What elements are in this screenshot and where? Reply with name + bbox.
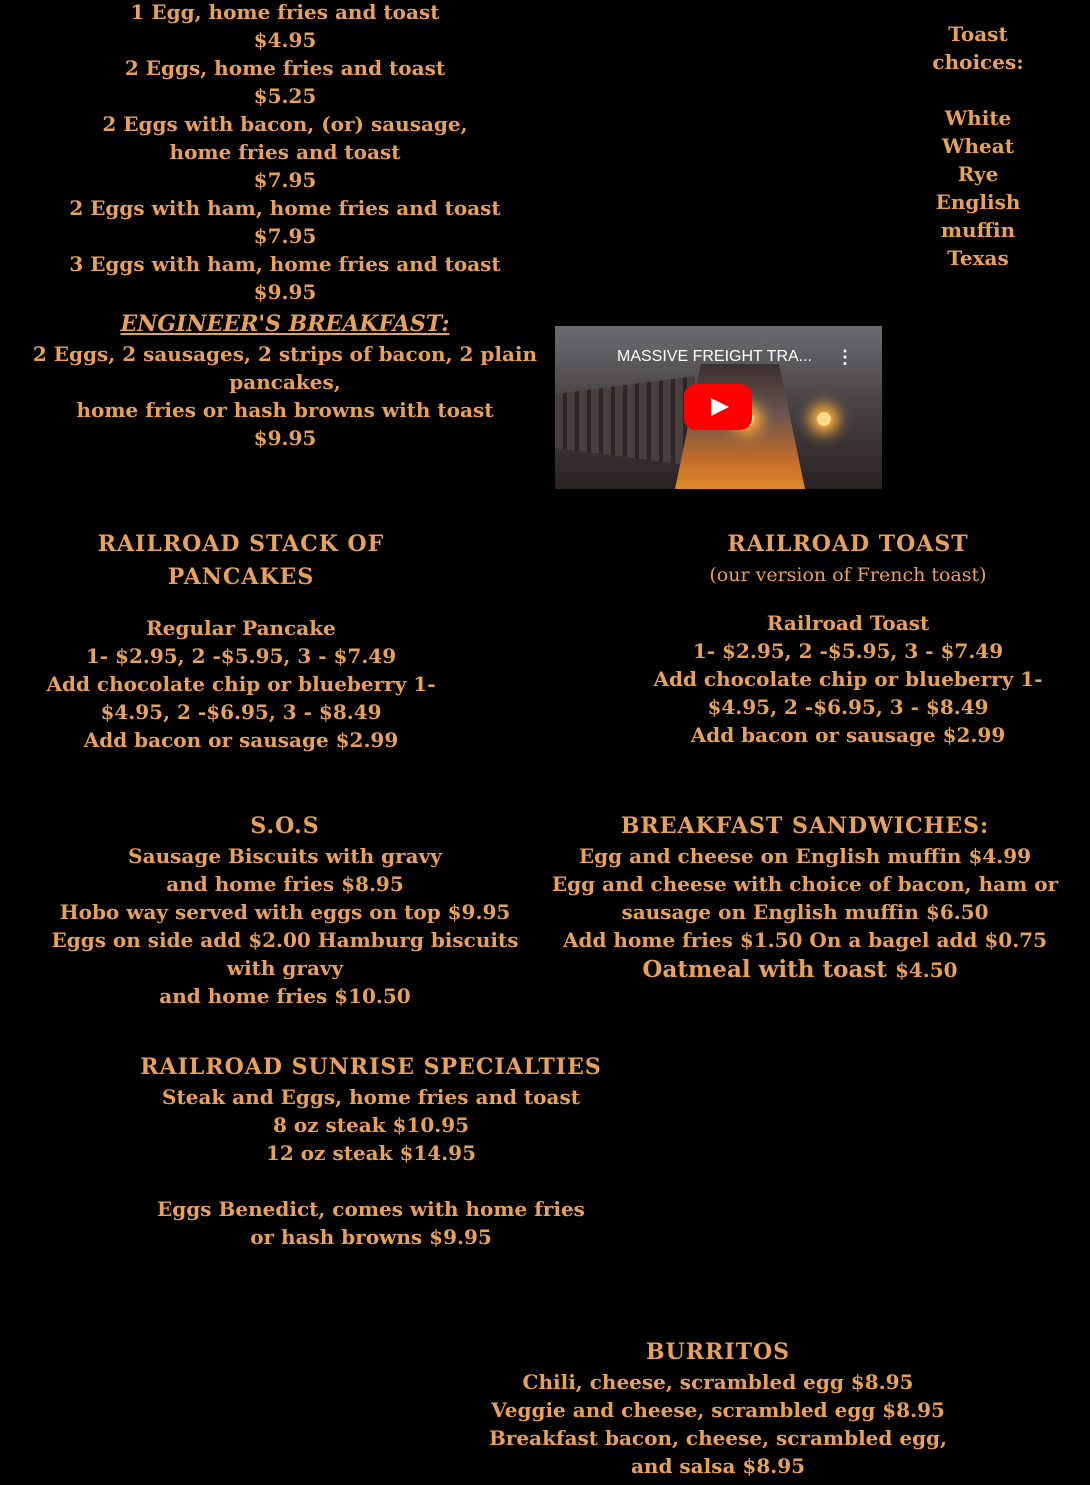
menu-item: 1- $2.95, 2 -$5.95, 3 - $7.49 — [85, 644, 397, 668]
menu-item: and home fries $10.50 — [159, 984, 411, 1008]
menu-item: $4.95, 2 -$6.95, 3 - $8.49 — [707, 695, 989, 719]
locomotive-light — [817, 412, 831, 426]
menu-item: Regular Pancake — [146, 616, 336, 640]
menu-price: $7.95 — [253, 224, 317, 248]
menu-item: 2 Eggs, home fries and toast — [124, 56, 446, 80]
menu-item: Eggs Benedict, comes with home fries — [157, 1197, 585, 1221]
section-title: PANCAKES — [167, 564, 315, 590]
sos-section — [40, 810, 530, 1010]
section-title: BREAKFAST SANDWICHES: — [620, 813, 990, 839]
menu-item: 12 oz steak $14.95 — [266, 1141, 476, 1165]
engineer-title-word: BREAKFAST — [288, 311, 442, 337]
oatmeal-label: Oatmeal with toast — [642, 956, 887, 983]
toast-option: Wheat — [942, 134, 1014, 158]
toast-choices-title: choices: — [932, 50, 1024, 74]
sunrise-section — [130, 1051, 612, 1251]
engineer-title-colon: : — [441, 311, 450, 337]
menu-item: pancakes, — [229, 370, 341, 394]
engineer-title — [30, 308, 540, 340]
sandwiches-section — [550, 810, 1060, 986]
menu-item: Add chocolate chip or blueberry 1- — [653, 667, 1043, 691]
menu-item: Add home fries $1.50 On a bagel add $0.75 — [562, 928, 1048, 952]
railroad-toast-section — [638, 528, 1058, 749]
menu-price: $4.95 — [253, 28, 317, 52]
menu-item: 1 Egg, home fries and toast — [130, 0, 440, 24]
section-subtitle: (our version of French toast) — [709, 564, 987, 586]
menu-item: home fries or hash browns with toast — [76, 398, 494, 422]
menu-item: Veggie and cheese, scrambled egg $8.95 — [491, 1398, 945, 1422]
section-title: RAILROAD STACK OF — [97, 531, 385, 557]
menu-item: with gravy — [226, 956, 344, 980]
oatmeal-item — [540, 954, 1060, 986]
menu-item: 2 Eggs, 2 sausages, 2 strips of bacon, 2 plain — [32, 342, 538, 366]
menu-item: 3 Eggs with ham, home fries and toast — [69, 252, 501, 276]
toast-choices — [918, 20, 1038, 272]
more-vertical-icon[interactable]: ⋮ — [836, 347, 854, 367]
menu-item: Egg and cheese with choice of bacon, ham or — [551, 872, 1059, 896]
menu-price: $5.25 — [253, 84, 317, 108]
toast-option: White — [944, 106, 1012, 130]
menu-price: $7.95 — [253, 168, 317, 192]
toast-choices-title: Toast — [948, 22, 1008, 46]
menu-item: Eggs on side add $2.00 Hamburg biscuits — [51, 928, 519, 952]
section-title: BURRITOS — [645, 1339, 791, 1365]
play-icon[interactable] — [684, 384, 752, 430]
video-thumbnail-cars — [555, 376, 695, 466]
menu-item: and salsa $8.95 — [630, 1454, 806, 1478]
menu-item: Chili, cheese, scrambled egg $8.95 — [522, 1370, 914, 1394]
menu-item: and home fries $8.95 — [166, 872, 404, 896]
menu-price: $9.95 — [253, 280, 317, 304]
menu-item: Add bacon or sausage $2.99 — [83, 728, 399, 752]
toast-option: Texas — [947, 246, 1009, 270]
burritos-section — [468, 1336, 968, 1480]
menu-item: 1- $2.95, 2 -$5.95, 3 - $7.49 — [692, 639, 1004, 663]
oatmeal-price: $4.50 — [894, 958, 958, 982]
menu-item: $4.95, 2 -$6.95, 3 - $8.49 — [100, 700, 382, 724]
menu-item: or hash browns $9.95 — [250, 1225, 492, 1249]
embedded-video[interactable] — [555, 326, 882, 489]
egg-items — [30, 0, 540, 306]
toast-option: English — [935, 190, 1021, 214]
pancakes-section — [30, 528, 452, 754]
toast-option: muffin — [940, 218, 1016, 242]
menu-item: Add chocolate chip or blueberry 1- — [46, 672, 436, 696]
menu-item: Add bacon or sausage $2.99 — [690, 723, 1006, 747]
menu-item: Breakfast bacon, cheese, scrambled egg, — [488, 1426, 948, 1450]
menu-item: 2 Eggs with bacon, (or) sausage, — [102, 112, 468, 136]
section-title: RAILROAD TOAST — [727, 531, 969, 557]
engineer-breakfast — [30, 308, 540, 452]
menu-item: Steak and Eggs, home fries and toast — [162, 1085, 580, 1109]
section-title: S.O.S — [250, 813, 320, 839]
menu-item: sausage on English muffin $6.50 — [621, 900, 989, 924]
menu-price: $9.95 — [253, 426, 317, 450]
menu-item: Sausage Biscuits with gravy — [128, 844, 442, 868]
engineer-title-word: ENGINEER'S — [120, 311, 281, 337]
toast-option: Rye — [957, 162, 999, 186]
section-title: RAILROAD SUNRISE SPECIALTIES — [140, 1054, 602, 1080]
video-title[interactable]: MASSIVE FREIGHT TRA... — [617, 348, 812, 365]
menu-item: 2 Eggs with ham, home fries and toast — [69, 196, 501, 220]
menu-item: Hobo way served with eggs on top $9.95 — [59, 900, 511, 924]
menu-item: Railroad Toast — [766, 611, 930, 635]
menu-item: 8 oz steak $10.95 — [272, 1113, 470, 1137]
menu-item: home fries and toast — [169, 140, 401, 164]
menu-item: Egg and cheese on English muffin $4.99 — [578, 844, 1032, 868]
